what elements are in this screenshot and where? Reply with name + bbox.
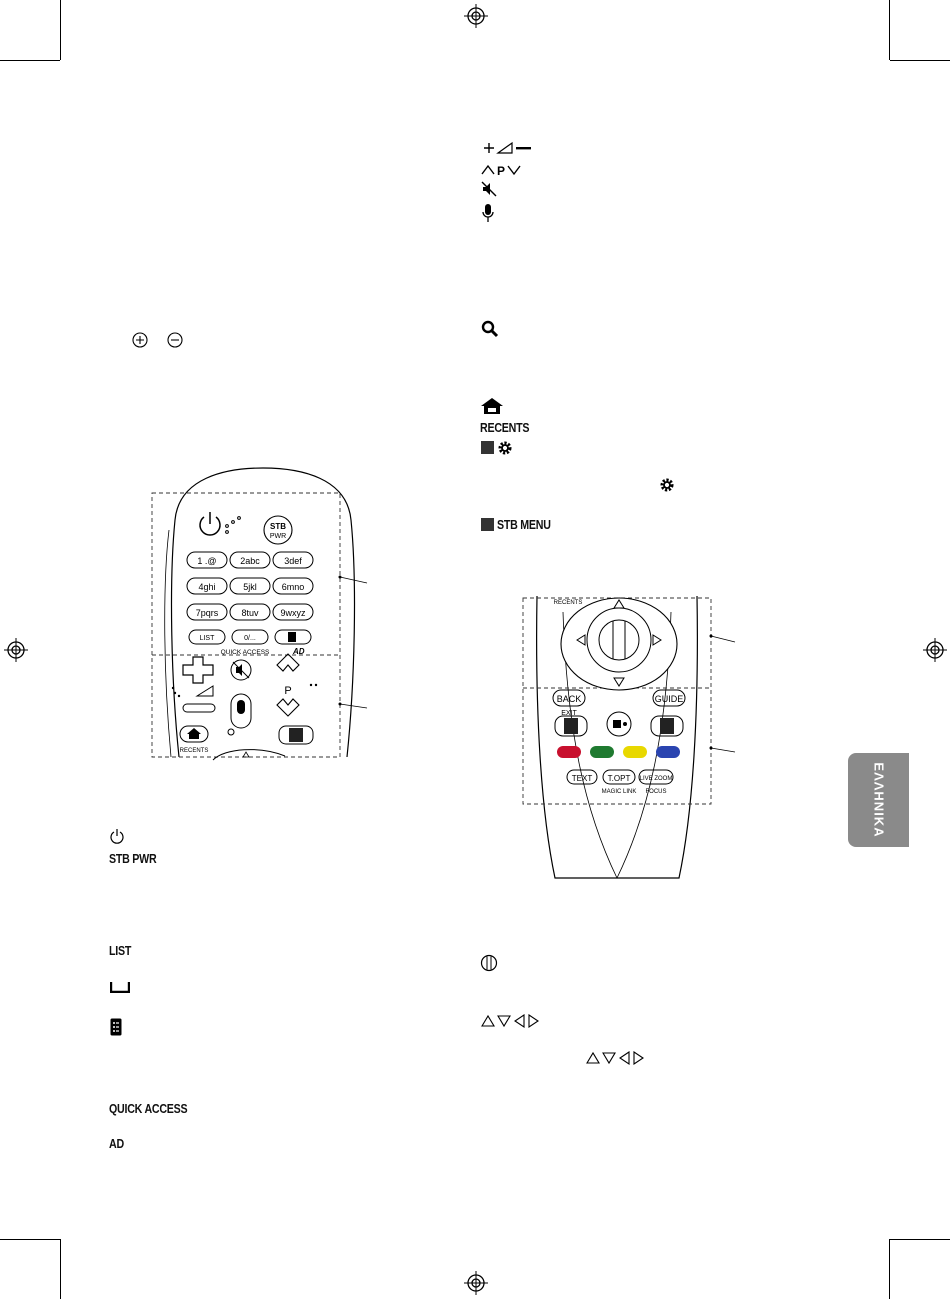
green-button (590, 746, 614, 758)
list-label: LIST (109, 943, 132, 958)
key-5: 5jkl (243, 582, 257, 592)
recents-label: RECENTS (480, 420, 530, 435)
registration-mark-icon (923, 638, 947, 662)
key-6: 6mno (281, 582, 305, 592)
magic-link-label: MAGIC LINK (601, 789, 637, 795)
registration-mark-icon (464, 4, 488, 28)
gear-icon (497, 440, 513, 456)
key-2: 2abc (240, 556, 260, 566)
recents-print: RECENTS (179, 748, 209, 754)
back-button-label: BACK (556, 694, 582, 704)
crop-mark (0, 60, 60, 61)
p-print: P (284, 685, 292, 697)
language-tab-label: ΕΛΛΗΝΙΚΑ (871, 762, 886, 838)
remote-bottom-illustration (515, 592, 765, 884)
list-button-label: LIST (199, 635, 215, 642)
quick-access-print: QUICK ACCESS (220, 649, 270, 656)
zero-button-label: 0/... (244, 635, 256, 642)
crop-mark (889, 0, 890, 60)
arrows-icon (585, 1050, 649, 1066)
home-icon (480, 397, 504, 415)
stb-menu-square-icon (481, 518, 494, 531)
volume-icon (480, 140, 536, 156)
mute-icon (481, 181, 497, 197)
zoom-in-icon (131, 331, 149, 349)
power-icon (109, 828, 125, 844)
key-7: 7pqrs (195, 608, 219, 618)
stb-button-label: STB (270, 522, 286, 531)
crop-mark (0, 1239, 60, 1240)
blue-button (656, 746, 680, 758)
zoom-out-icon (166, 331, 184, 349)
channel-icon (480, 162, 524, 178)
stb-menu-label: STB MENU (497, 517, 551, 532)
ad-label: AD (109, 1136, 124, 1151)
exit-label: EXIT (561, 710, 577, 717)
red-button (557, 746, 581, 758)
key-9: 9wxyz (280, 608, 306, 618)
crop-mark (890, 60, 950, 61)
stb-square-icon (481, 441, 494, 454)
stb-pwr-label: STB PWR (109, 851, 157, 866)
registration-mark-icon (464, 1271, 488, 1295)
wheel-icon (480, 954, 498, 972)
crop-mark (889, 1239, 890, 1299)
space-icon (110, 981, 130, 993)
keypad-icon (110, 1018, 122, 1036)
key-4: 4ghi (198, 582, 216, 592)
guide-button-label: GUIDE (654, 694, 684, 704)
language-tab (848, 753, 909, 847)
crop-mark (60, 0, 61, 60)
text-button-label: TEXT (571, 774, 593, 783)
pwr-button-label: PWR (269, 533, 287, 540)
livezoom-button-label: LIVE ZOOM (639, 776, 673, 782)
key-3: 3def (284, 556, 302, 566)
recents-print-bottom: RECENTS (553, 600, 583, 606)
key-1: 1 .@ (197, 556, 217, 566)
key-8: 8tuv (241, 608, 259, 618)
svg-text:P: P (497, 164, 506, 178)
ad-print: AD (293, 647, 305, 656)
registration-mark-icon (4, 638, 28, 662)
search-icon (481, 320, 499, 338)
crop-mark (890, 1239, 950, 1240)
arrows-icon (480, 1013, 544, 1029)
gear-icon (659, 477, 675, 493)
crop-mark (60, 1239, 61, 1299)
microphone-icon (481, 203, 495, 223)
topt-button-label: T.OPT (607, 774, 631, 783)
remote-top-illustration (145, 460, 380, 765)
quick-access-label: QUICK ACCESS (109, 1101, 188, 1116)
yellow-button (623, 746, 647, 758)
focus-label: FOCUS (645, 789, 667, 795)
